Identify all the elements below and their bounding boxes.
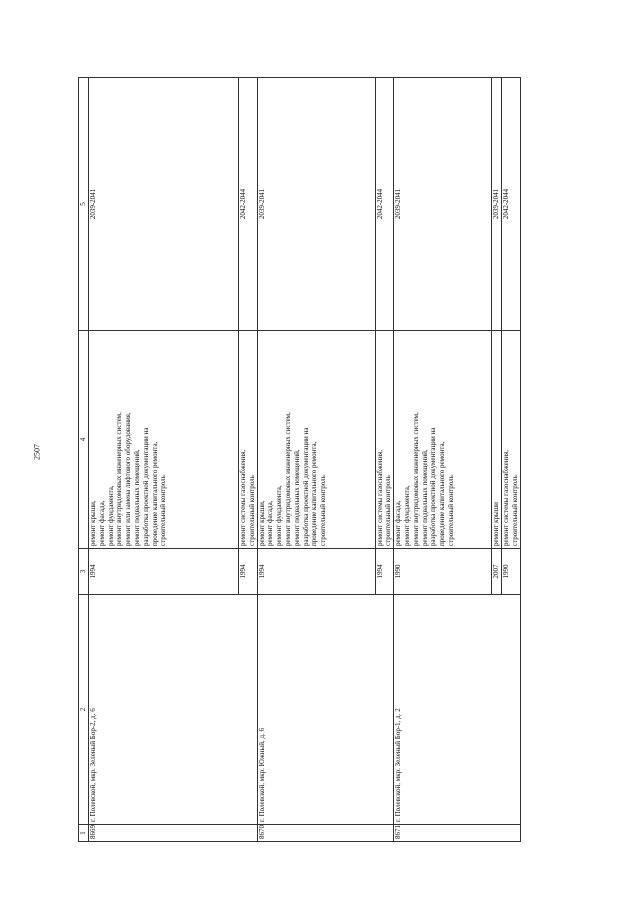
work-item: проведение капитального ремонта, xyxy=(438,441,447,546)
work-item: ремонт внутридомовых инженерных систем, xyxy=(411,412,420,546)
work-item: разработка проектной документации на xyxy=(429,427,438,546)
works-cell xyxy=(492,331,502,549)
work-item: строительный контроль xyxy=(446,475,455,546)
year-cell: 1994 xyxy=(375,549,394,595)
table-row xyxy=(394,78,492,842)
work-item: ремонт подвальных помещений, xyxy=(420,449,429,546)
work-item: разработка проектной документации на xyxy=(301,427,310,546)
year-cell: 1990 xyxy=(394,549,492,595)
record-number-cell: 8669. xyxy=(89,825,258,842)
work-item: ремонт фундамента, xyxy=(106,485,115,546)
record-number-cell: 8671. xyxy=(394,825,521,842)
work-item: строительный контроль xyxy=(319,475,328,546)
work-item: ремонт фасада, xyxy=(97,500,106,546)
work-item: ремонт системы газоснабжения, xyxy=(239,449,247,546)
works-cell xyxy=(89,331,239,549)
table-viewport xyxy=(78,78,519,842)
year-cell: 1994 xyxy=(239,549,258,595)
work-item: ремонт крыши xyxy=(492,502,501,546)
work-item: ремонт фасада, xyxy=(266,500,275,546)
page-number: 2507 xyxy=(32,444,42,460)
address-cell: г. Полевской, мкр. Зеленый Бор-2, д. 6 xyxy=(89,595,258,825)
work-item: ремонт фундамента, xyxy=(275,485,284,546)
works-cell xyxy=(239,331,258,549)
period-cell: 2042-2044 xyxy=(239,78,258,331)
header-row xyxy=(79,78,89,842)
works-cell xyxy=(257,331,375,549)
work-item: ремонт внутридомовых инженерных систем, xyxy=(283,412,292,546)
work-item: проведение капитального ремонта, xyxy=(150,441,159,546)
work-item: ремонт системы газоснабжения, xyxy=(375,449,384,546)
year-cell: 1994 xyxy=(257,549,375,595)
header-cell: 5 xyxy=(79,78,89,331)
period-cell: 2039-2041 xyxy=(492,78,502,331)
header-cell: 1 xyxy=(79,825,89,842)
work-item: ремонт фундамента, xyxy=(402,485,411,546)
work-item: ремонт системы газоснабжения, xyxy=(502,449,511,546)
period-cell: 2039-2041 xyxy=(89,78,239,331)
works-cell xyxy=(394,331,492,549)
year-cell: 1990 xyxy=(502,549,521,595)
period-cell: 2039-2041 xyxy=(257,78,375,331)
work-item: проведение капитального ремонта, xyxy=(310,441,319,546)
work-item: ремонт крыши, xyxy=(257,500,266,546)
work-item: строительный контроль xyxy=(159,475,168,546)
works-cell xyxy=(502,331,521,549)
year-cell: 2007 xyxy=(492,549,502,595)
address-cell: г. Полевской, мкр. Южный, д. 6 xyxy=(257,595,394,825)
table-row xyxy=(89,78,239,842)
work-item: строительный контроль xyxy=(247,475,256,546)
works-cell xyxy=(375,331,394,549)
repair-schedule-table xyxy=(78,77,521,842)
work-item: ремонт подвальных помещений, xyxy=(292,449,301,546)
work-item: разработка проектной документации на xyxy=(141,427,150,546)
rotated-table-frame xyxy=(78,78,519,842)
table-row xyxy=(257,78,375,842)
work-item: ремонт подвальных помещений, xyxy=(132,449,141,546)
work-item: ремонт крыши, xyxy=(89,500,97,546)
header-cell: 4 xyxy=(79,331,89,549)
period-cell: 2042-2044 xyxy=(502,78,521,331)
period-cell: 2039-2041 xyxy=(394,78,492,331)
work-item: ремонт фасада, xyxy=(394,500,403,546)
record-number-cell: 8670. xyxy=(257,825,394,842)
work-item: ремонт или замена лифтового оборудования, xyxy=(124,412,133,546)
year-cell: 1994 xyxy=(89,549,239,595)
work-item: строительный контроль xyxy=(510,475,519,546)
header-cell: 3 xyxy=(79,549,89,595)
address-cell: г. Полевской, мкр. Зеленый Бор-1, д. 2 xyxy=(394,595,521,825)
work-item: строительный контроль xyxy=(384,475,393,546)
work-item: ремонт внутридомовых инженерных систем, xyxy=(115,412,124,546)
period-cell: 2042-2044 xyxy=(375,78,394,331)
header-cell: 2 xyxy=(79,595,89,825)
